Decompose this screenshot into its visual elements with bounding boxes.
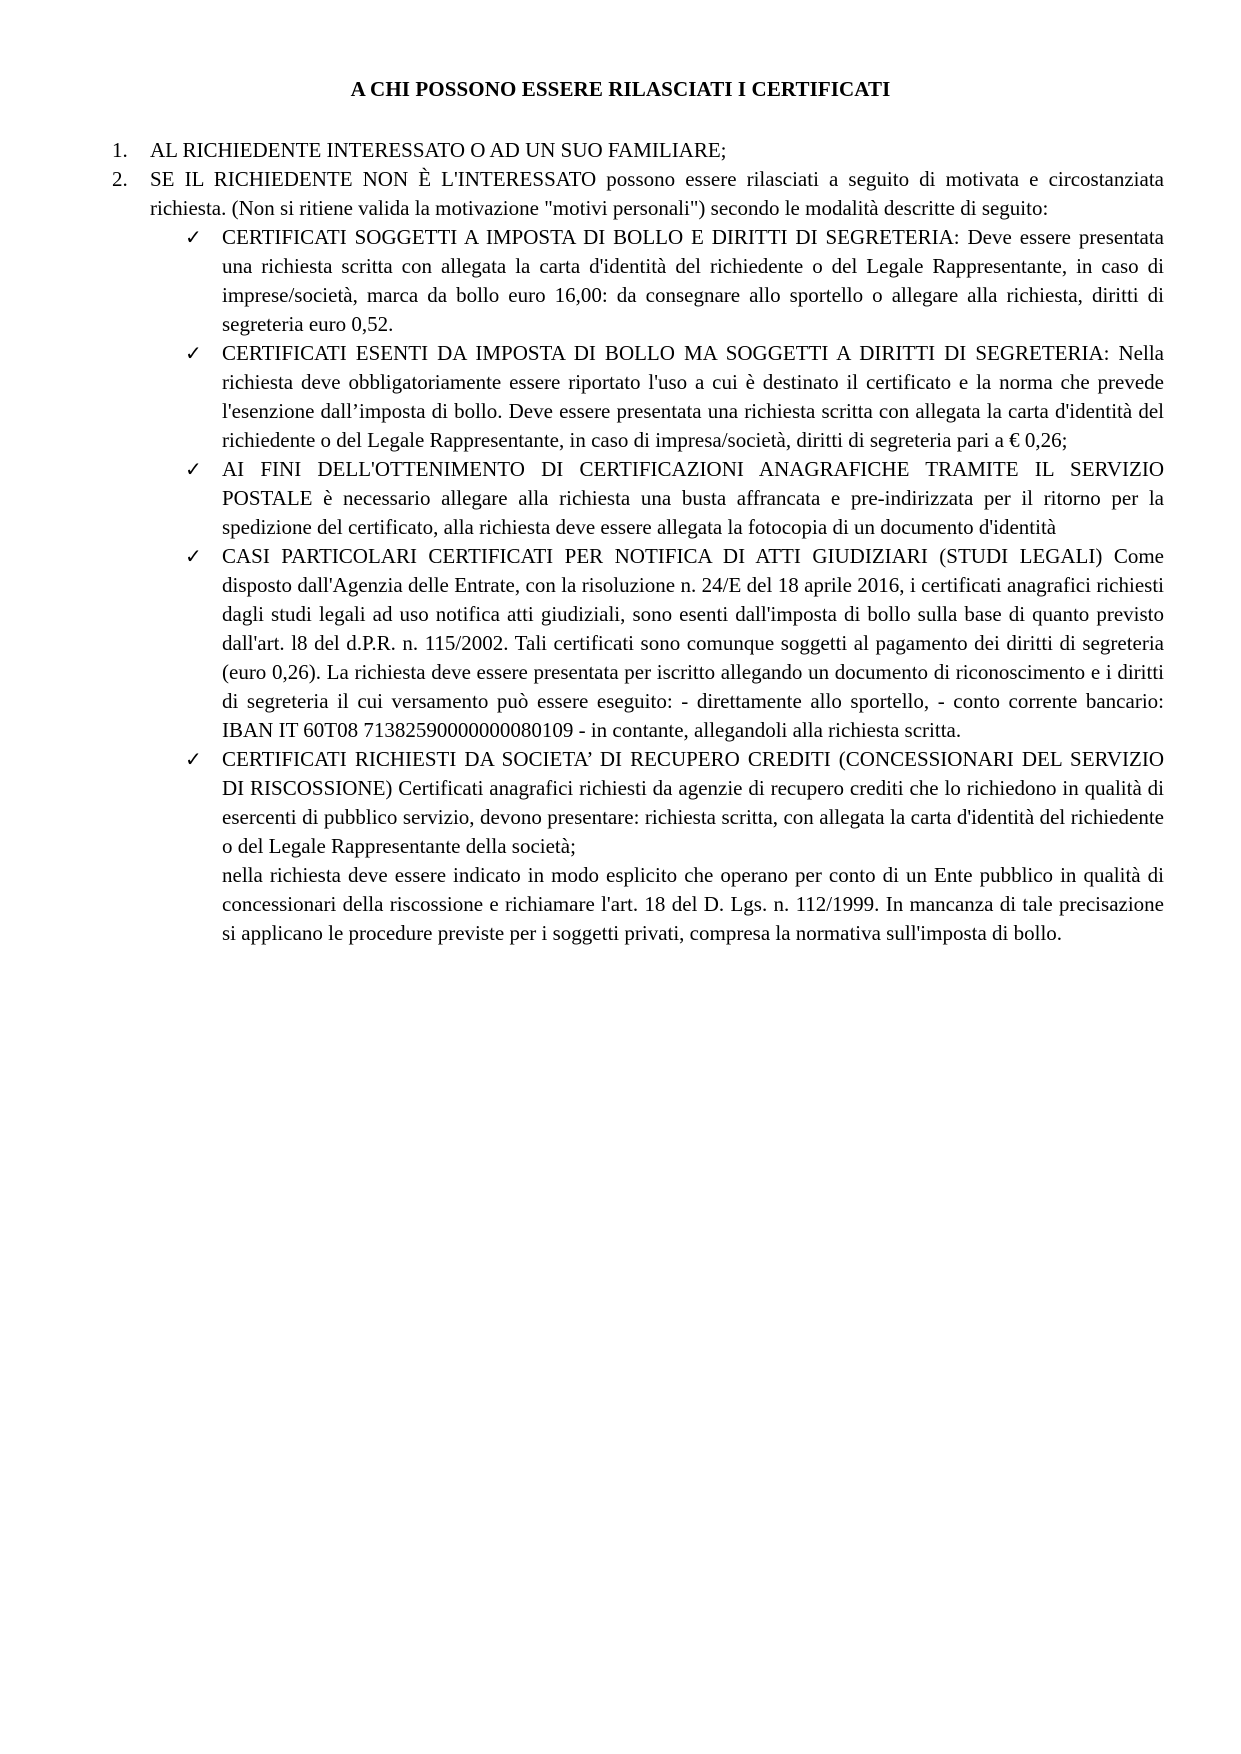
checkmark-icon: ✓ bbox=[185, 747, 202, 771]
list-item-text: AL RICHIEDENTE INTERESSATO O AD UN SUO FAMILIARE; bbox=[150, 138, 727, 162]
checklist-item-text: AI FINI DELL'OTTENIMENTO DI CERTIFICAZIONI ANAGRAFICHE TRAMITE IL SERVIZIO POSTALE è necessario allegare alla richiesta una busta affrancata e pre-indirizzata per il ritorno per la spedizione del certificato, alla richiesta deve essere allegata la fotocopia di un documento d'identità bbox=[222, 457, 1164, 539]
checklist-item bbox=[185, 455, 1164, 542]
list-item bbox=[112, 165, 1164, 948]
checklist-item bbox=[185, 339, 1164, 455]
checklist-item bbox=[185, 542, 1164, 745]
checkmark-icon: ✓ bbox=[185, 341, 202, 365]
checklist-item bbox=[185, 745, 1164, 948]
list-number: 1. bbox=[112, 138, 128, 162]
checklist bbox=[185, 223, 1164, 948]
checklist-item bbox=[185, 223, 1164, 339]
checkmark-icon: ✓ bbox=[185, 544, 202, 568]
checkmark-icon: ✓ bbox=[185, 457, 202, 481]
page-title: A CHI POSSONO ESSERE RILASCIATI I CERTIFICATI bbox=[350, 77, 891, 101]
checklist-item-text: CERTIFICATI RICHIESTI DA SOCIETA’ DI RECUPERO CREDITI (CONCESSIONARI DEL SERVIZIO DI RISCOSSIONE) Certificati anagrafici richiesti da agenzie di recupero crediti che lo richiedono in qualità di esercenti di pubblico servizio, devono presentare: richiesta scritta, con allegata la carta d'identità del richiedente o del Legale Rappresentante della società; bbox=[222, 747, 1164, 858]
checklist-item-text: CERTIFICATI ESENTI DA IMPOSTA DI BOLLO MA SOGGETTI A DIRITTI DI SEGRETERIA: Nella richiesta deve obbligatoriamente essere riportato l'uso a cui è destinato il certificato e la norma che prevede l'esenzione dall’imposta di bollo. Deve essere presentata una richiesta scritta con allegata la carta d'identità del richiedente o del Legale Rappresentante, in caso di impresa/società, diritti di segreteria pari a € 0,26; bbox=[222, 341, 1164, 452]
numbered-list bbox=[112, 136, 1164, 948]
list-number: 2. bbox=[112, 167, 128, 191]
checklist-item-text-continued: nella richiesta deve essere indicato in modo esplicito che operano per conto di un Ente pubblico in qualità di concessionari della riscossione e richiamare l'art. 18 del D. Lgs. n. 112/1999. In mancanza di tale precisazione si applicano le procedure previste per i soggetti privati, compresa la normativa sull'imposta di bollo. bbox=[222, 863, 1164, 945]
checkmark-icon: ✓ bbox=[185, 225, 202, 249]
checklist-item-text: CERTIFICATI SOGGETTI A IMPOSTA DI BOLLO E DIRITTI DI SEGRETERIA: Deve essere presentata una richiesta scritta con allegata la carta d'identità del richiedente o del Legale Rappresentante, in caso di imprese/società, marca da bollo euro 16,00: da consegnare allo sportello o allegare alla richiesta, diritti di segreteria euro 0,52. bbox=[222, 225, 1164, 336]
list-item bbox=[112, 136, 1164, 165]
list-item-text: SE IL RICHIEDENTE NON È L'INTERESSATO possono essere rilasciati a seguito di motivata e circostanziata richiesta. (Non si ritiene valida la motivazione "motivi personali") secondo le modalità descritte di seguito: bbox=[150, 167, 1164, 220]
checklist-item-text: CASI PARTICOLARI CERTIFICATI PER NOTIFICA DI ATTI GIUDIZIARI (STUDI LEGALI) Come disposto dall'Agenzia delle Entrate, con la risoluzione n. 24/E del 18 aprile 2016, i certificati anagrafici richiesti dagli studi legali ad uso notifica atti giudiziali, sono esenti dall'imposta di bollo sulla base di quanto previsto dall'art. l8 del d.P.R. n. 115/2002. Tali certificati sono comunque soggetti al pagamento dei diritti di segreteria (euro 0,26). La richiesta deve essere presentata per iscritto allegando un documento di riconoscimento e i diritti di segreteria il cui versamento può essere eseguito: - direttamente allo sportello, - conto corrente bancario: IBAN IT 60T08 71382590000000080109 - in contante, allegandoli alla richiesta scritta. bbox=[222, 544, 1164, 742]
